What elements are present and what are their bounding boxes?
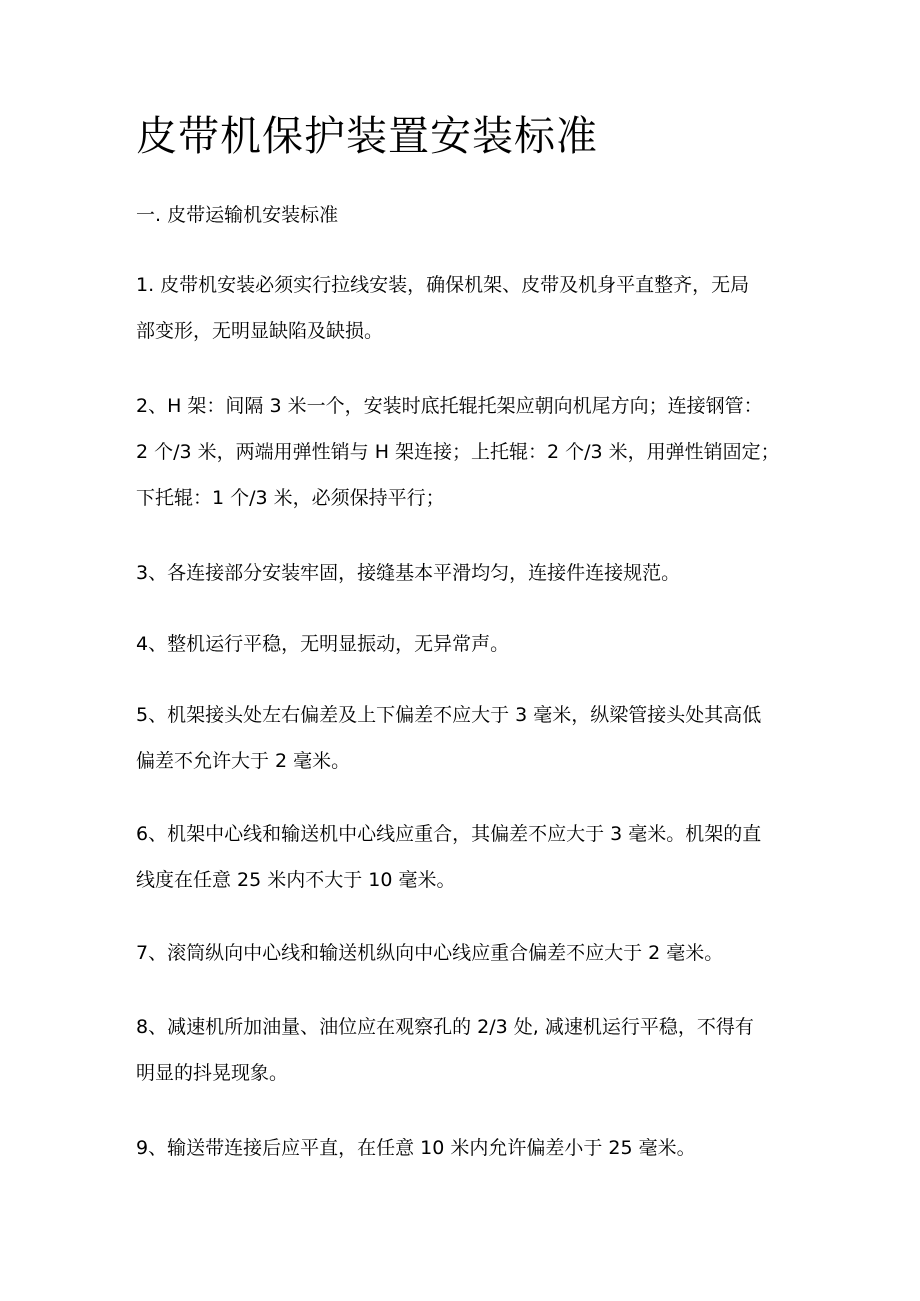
item-line: 5、机架接头处左右偏差及上下偏差不应大于 3 毫米，纵梁管接头处其高低 xyxy=(136,704,762,726)
item-line: 6、机架中心线和输送机中心线应重合，其偏差不应大于 3 毫米。机架的直 xyxy=(136,823,762,845)
item-line: 偏差不允许大于 2 毫米。 xyxy=(136,750,351,772)
item-line: 线度在任意 25 米内不大于 10 毫米。 xyxy=(136,869,456,891)
item-line: 2 个/3 米，两端用弹性销与 H 架连接；上托辊：2 个/3 米，用弹性销固定； xyxy=(136,441,780,463)
standard-item-9 xyxy=(136,1125,788,1171)
item-line: 3、各连接部分安装牢固，接缝基本平滑均匀，连接件连接规范。 xyxy=(136,562,681,584)
standard-item-5 xyxy=(136,692,788,784)
item-line: 下托辊：1 个/3 米，必须保持平行； xyxy=(136,487,445,509)
standard-item-4 xyxy=(136,621,788,667)
standard-item-8 xyxy=(136,1004,788,1096)
item-line: 1. 皮带机安装必须实行拉线安装，确保机架、皮带及机身平直整齐，无局 xyxy=(136,274,750,296)
standard-item-2 xyxy=(136,383,788,521)
item-line: 明显的抖晃现象。 xyxy=(136,1062,289,1084)
standard-item-1 xyxy=(136,262,788,354)
standard-item-3 xyxy=(136,550,788,596)
item-line: 9、输送带连接后应平直，在任意 10 米内允许偏差小于 25 毫米。 xyxy=(136,1137,696,1159)
item-line: 2、H 架：间隔 3 米一个，安装时底托辊托架应朝向机尾方向；连接钢管： xyxy=(136,395,763,417)
item-line: 7、滚筒纵向中心线和输送机纵向中心线应重合偏差不应大于 2 毫米。 xyxy=(136,942,724,964)
standard-item-6 xyxy=(136,811,788,903)
item-line: 4、整机运行平稳，无明显振动，无异常声。 xyxy=(136,633,510,655)
section-heading: 一. 皮带运输机安装标准 xyxy=(136,204,339,226)
document-title: 皮带机保护装置安装标准 xyxy=(136,112,598,160)
standard-item-7 xyxy=(136,930,788,976)
item-line: 8、减速机所加油量、油位应在观察孔的 2/3 处, 减速机运行平稳，不得有 xyxy=(136,1016,754,1038)
item-line: 部变形，无明显缺陷及缺损。 xyxy=(136,320,384,342)
